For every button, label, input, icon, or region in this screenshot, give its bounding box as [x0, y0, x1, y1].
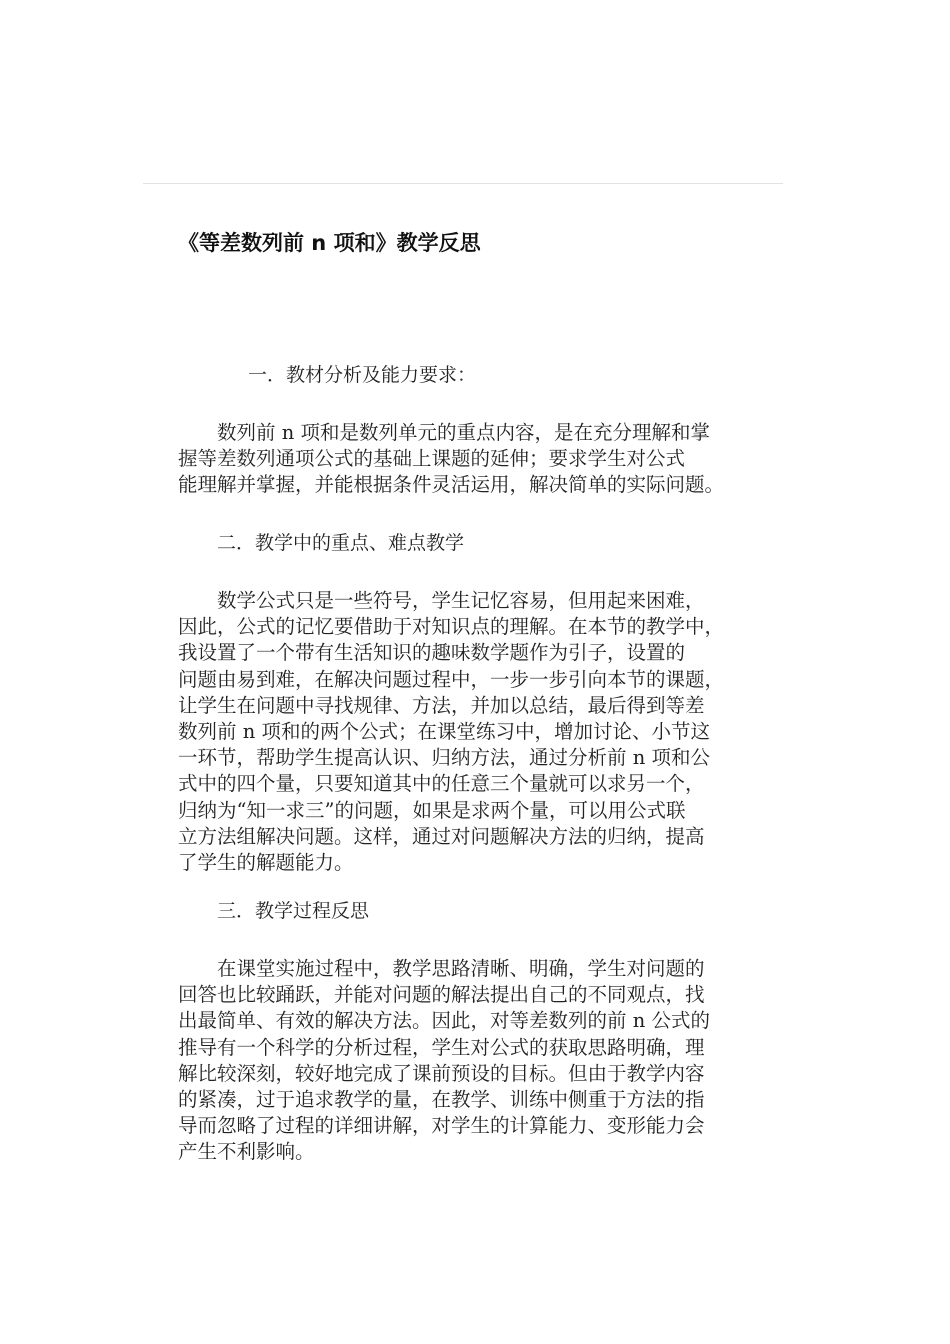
- paragraph-line: 解比较深刻，较好地完成了课前预设的目标。但由于教学内容: [178, 1061, 705, 1085]
- section-heading-1: 一．教材分析及能力要求：: [248, 364, 477, 386]
- section-heading-2: 二．教学中的重点、难点教学: [217, 532, 465, 554]
- paragraph-line: 问题由易到难，在解决问题过程中，一步一步引向本节的课题，: [178, 667, 725, 691]
- paragraph-line: 了学生的解题能力。: [178, 851, 354, 875]
- paragraph-line: 我设置了一个带有生活知识的趣味数学题作为引子，设置的: [178, 641, 686, 665]
- paragraph-line: 因此，公式的记忆要借助于对知识点的理解。在本节的教学中，: [178, 615, 725, 639]
- paragraph-line: 数学公式只是一些符号，学生记忆容易，但用起来困难，: [217, 589, 705, 612]
- section-paragraph-2: [178, 588, 778, 876]
- paragraph-line: 能理解并掌握，并能根据条件灵活运用，解决简单的实际问题。: [178, 473, 725, 497]
- paragraph-line: 的紧凑，过于追求教学的量，在教学、训练中侧重于方法的指: [178, 1088, 705, 1112]
- paragraph-line: 数列前 n 项和的两个公式；在课堂练习中，增加讨论、小节这: [178, 720, 710, 744]
- paragraph-line: 归纳为“知一求三”的问题，如果是求两个量，可以用公式联: [178, 798, 686, 822]
- paragraph-line: 数列前 n 项和是数列单元的重点内容，是在充分理解和掌: [217, 421, 710, 444]
- paragraph-line: 一环节，帮助学生提高认识、归纳方法，通过分析前 n 项和公: [178, 746, 710, 770]
- header-divider: [143, 183, 783, 184]
- paragraph-line: 握等差数列通项公式的基础上课题的延伸；要求学生对公式: [178, 447, 686, 471]
- section-paragraph-1: [178, 420, 778, 499]
- document-title: 《等差数列前 n 项和》教学反思: [178, 231, 481, 255]
- section-heading-3: 三．教学过程反思: [217, 900, 370, 922]
- paragraph-line: 出最简单、有效的解决方法。因此，对等差数列的前 n 公式的: [178, 1009, 710, 1033]
- paragraph-line: 立方法组解决问题。这样，通过对问题解决方法的归纳，提高: [178, 824, 705, 848]
- paragraph-line: 式中的四个量，只要知道其中的任意三个量就可以求另一个，: [178, 772, 705, 796]
- paragraph-line: 回答也比较踊跃，并能对问题的解法提出自己的不同观点，找: [178, 983, 705, 1007]
- paragraph-line: 在课堂实施过程中，教学思路清晰、明确，学生对问题的: [217, 957, 705, 980]
- section-paragraph-3: [178, 956, 778, 1166]
- paragraph-line: 推导有一个科学的分析过程，学生对公式的获取思路明确，理: [178, 1035, 705, 1059]
- paragraph-line: 导而忽略了过程的详细讲解，对学生的计算能力、变形能力会: [178, 1114, 705, 1138]
- paragraph-line: 产生不利影响。: [178, 1140, 315, 1164]
- paragraph-line: 让学生在问题中寻找规律、方法，并加以总结，最后得到等差: [178, 693, 705, 717]
